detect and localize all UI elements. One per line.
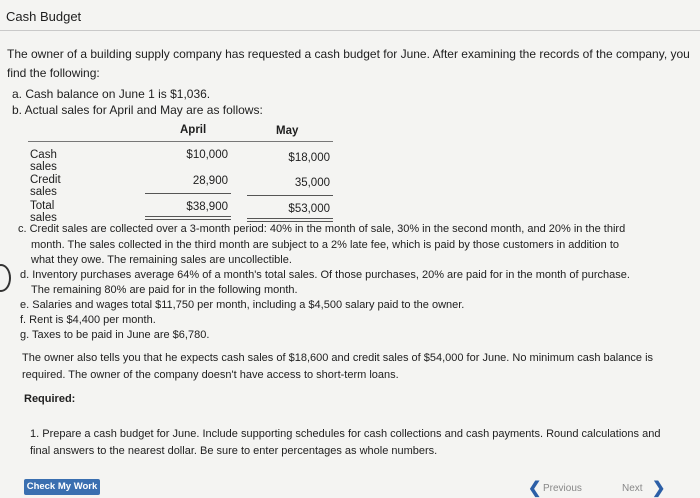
question-1-line-2: final answers to the nearest dollar. Be sure to enter percentages as whole numbers. xyxy=(30,445,438,457)
intro-line-1: The owner of a building supply company has requested a cash budget for June. After examining the records of the company, you xyxy=(7,47,690,61)
required-label: Required: xyxy=(24,393,76,405)
total-rule-april-1 xyxy=(145,216,231,217)
col-header-april: April xyxy=(180,124,207,136)
subtotal-rule-april xyxy=(145,193,231,194)
header-divider xyxy=(0,30,700,31)
item-a: a. Cash balance on June 1 is $1,036. xyxy=(12,87,211,101)
cash-sales-april: $10,000 xyxy=(186,149,228,161)
item-c-line-1: c. Credit sales are collected over a 3-month period: 40% in the month of sale, 30% in the second month, and 20% in the third xyxy=(18,223,626,235)
cursor-bracket-marker xyxy=(0,264,11,292)
next-button[interactable]: Next xyxy=(622,483,643,494)
check-my-work-button[interactable]: Check My Work xyxy=(24,479,100,495)
total-sales-may: $53,000 xyxy=(288,203,330,215)
owner-note-line-1: The owner also tells you that he expects cash sales of $18,600 and credit sales of $54,000 for June. No minimum cash balance is xyxy=(22,352,654,364)
subtotal-rule-may xyxy=(247,195,333,196)
item-d-line-1: d. Inventory purchases average 64% of a month's total sales. Of those purchases, 20% are paid for in the month of purchase. xyxy=(20,269,630,281)
next-chevron-icon[interactable]: ❯ xyxy=(652,480,666,497)
total-sales-april: $38,900 xyxy=(186,201,228,213)
question-1-line-1: 1. Prepare a cash budget for June. Include supporting schedules for cash collections and cash payments. Round calculations and xyxy=(30,428,661,440)
credit-sales-may: 35,000 xyxy=(294,177,330,189)
credit-sales-april: 28,900 xyxy=(192,175,228,187)
item-e: e. Salaries and wages total $11,750 per month, including a $4,500 salary paid to the owner. xyxy=(20,299,465,311)
total-rule-may-1 xyxy=(247,218,333,219)
item-d-line-2: The remaining 80% are paid for in the following month. xyxy=(31,284,298,296)
row-label-total-sales: Total sales xyxy=(30,200,57,224)
item-g: g. Taxes to be paid in June are $6,780. xyxy=(20,329,210,341)
item-c-line-3: what they owe. The remaining sales are uncollectible. xyxy=(31,254,292,266)
owner-note-line-2: required. The owner of the company doesn't have access to short-term loans. xyxy=(22,369,399,381)
table-header-rule xyxy=(28,141,333,142)
item-c-line-2: month. The sales collected in the third month are subject to a 2% late fee, which is paid by those customers in addition to xyxy=(31,239,620,251)
row-label-cash-sales: Cash sales xyxy=(30,149,57,173)
previous-button[interactable]: Previous xyxy=(543,483,582,494)
col-header-may: May xyxy=(276,125,299,137)
item-f: f. Rent is $4,400 per month. xyxy=(20,314,156,326)
total-rule-april-2 xyxy=(145,219,231,220)
previous-chevron-icon[interactable]: ❮ xyxy=(528,480,542,497)
page-title: Cash Budget xyxy=(6,9,82,24)
item-b: b. Actual sales for April and May are as follows: xyxy=(12,103,263,117)
row-label-credit-sales: Credit sales xyxy=(30,174,61,198)
cash-sales-may: $18,000 xyxy=(288,152,330,164)
intro-line-2: find the following: xyxy=(7,66,100,80)
